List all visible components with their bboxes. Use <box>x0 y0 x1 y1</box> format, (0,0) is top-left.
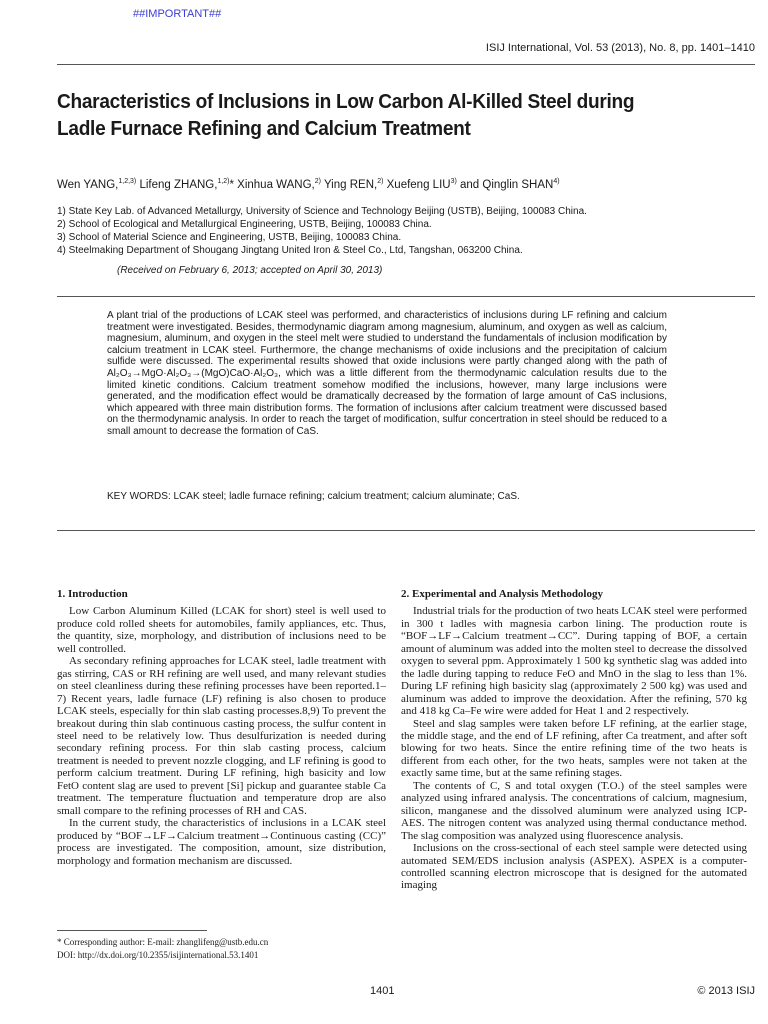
abstract-top-rule <box>57 296 755 297</box>
author-affil: 2) <box>314 178 321 185</box>
copyright: © 2013 ISIJ <box>697 985 755 997</box>
abstract: A plant trial of the productions of LCAK steel was performed, and characteristics of inclusions during LF refining and calcium treatment were investigated. Besides, thermodynamic diagram among magnesium, aluminum, and oxygen as well as calcium, magnesium, aluminum, and oxygen in the steel melt were studied to understand the fundamentals of inclusion modification by calcium treatment in LCAK steel. Furthermore, the change mechanisms of oxide inclusions and the precipitation of calcium sulfide were discussed. The experimental results showed that oxide inclusions were partly changed along with the path of Al₂O₃→MgO·Al₂O₃→(MgO)CaO·Al₂O₃, which was a little different from the thermodynamic calculation results due to the limited kinetic conditions. Calcium treatment somehow modified the inclusions, however, many large inclusions were generated, and the modification effect would be dramatically decreased by the formation of large amount of CaS inclusions, which appeared with three main distribution forms. The formation of inclusions after calcium treatment were discussed based on the thermodynamic analysis. In order to reach the target of modification, sulfur concertration in steel should be reduced to a small amount to decrease the formation of CaS. <box>107 310 667 437</box>
author-affil: 2) <box>377 178 384 185</box>
author-name: Xuefeng LIU <box>383 178 451 191</box>
author-name: and Qinglin SHAN <box>456 178 554 191</box>
doi-link[interactable]: DOI: http://dx.doi.org/10.2355/isijinternational.53.1401 <box>57 950 259 960</box>
author-list <box>57 178 560 191</box>
affiliation-1: 1) State Key Lab. of Advanced Metallurgy, University of Science and Technology Beijing (USTB), Beijing, 100083 China. <box>57 206 587 217</box>
paragraph: Low Carbon Aluminum Killed (LCAK for short) steel is well used to produce cold rolled sheets for automobiles, family appliances, etc. Thus, the quantity, size, morphology, and distribution of inclusions need to be well controlled. <box>57 605 386 655</box>
journal-citation: ISIJ International, Vol. 53 (2013), No. 8, pp. 1401–1410 <box>485 42 755 54</box>
paragraph: Inclusions on the cross-sectional of each steel sample were detected using automated SEM/EDS inclusion analysis (ASPEX). ASPEX is a computer-controlled scanning electron microscope that is designed for the automated imaging <box>401 842 747 892</box>
author-name: Lifeng ZHANG, <box>136 178 218 191</box>
author-affil: 4) <box>553 178 560 185</box>
methods-section <box>401 588 747 892</box>
abstract-bottom-rule <box>57 530 755 531</box>
author-affil: 1,2) <box>217 178 230 185</box>
paragraph: Industrial trials for the production of two heats LCAK steel were performed in 300 t ladles with magnesia carbon lining. The production route is “BOF→LF→Calcium treatment→CC”. During tapping of BOF, a certain amount of aluminum was added into the molten steel to decrease the dissolved oxygen to several ppm. Approximately 1 500 kg synthetic slag was added into the ladle during tapping to reduce FeO and MnO in the slag to less than 1%. During LF refining high basicity slag (approximately 2 500 kg) was used and aluminum was added to improve the deoxidation. After the refining, 570 kg and 418 kg Ca–Fe wire were added for Heat 1 and 2 respectively. <box>401 605 747 718</box>
corresponding-author: * Corresponding author: E-mail: zhanglifeng@ustb.edu.cn <box>57 937 269 947</box>
author-name: Wen YANG, <box>57 178 119 191</box>
section-heading: 1. Introduction <box>57 588 128 600</box>
received-dates: (Received on February 6, 2013; accepted on April 30, 2013) <box>117 265 383 276</box>
author-name: Ying REN, <box>320 178 378 191</box>
author-affil: 1,2,3) <box>118 178 137 185</box>
header-rule <box>57 64 755 65</box>
affiliation-4: 4) Steelmaking Department of Shougang Jingtang United Iron & Steel Co., Ltd, Tangshan, 063200 China. <box>57 245 523 256</box>
page-number: 1401 <box>370 985 395 997</box>
author-affil: 3) <box>450 178 457 185</box>
affiliation-2: 2) School of Ecological and Metallurgical Engineering, USTB, Beijing, 100083 China. <box>57 219 432 230</box>
title-line-2: Ladle Furnace Refining and Calcium Treatment <box>57 117 471 140</box>
footnote-rule <box>57 930 207 931</box>
introduction-section <box>57 588 386 867</box>
paragraph: As secondary refining approaches for LCAK steel, ladle treatment with gas stirring, CAS or RH refining are well used, and many relevant studies on steel cleanliness during these refining processes have been reported.1–7) Recent years, ladle furnace (LF) refining is also chosen to produce LCAK steels, especially for thin slab casting processes.8,9) To prevent the breakout during thin slab continuous casting process, the sulfur content in steel need to be relatively low. Thus desulfurization is needed during secondary refining process. For thin slab casting process, calcium treatment is needed to prevent nozzle clogging, and LF refining is good to perform calcium treatment. During LF refining, high basicity and low FetO content slag are used to prevent [Si] pickup and guarantee stable Ca treatment. The temperature fluctuation and temperature drop are also small compare to the refining processes of RH and CAS. <box>57 655 386 817</box>
title-line-1: Characteristics of Inclusions in Low Carbon Al-Killed Steel during <box>57 90 635 113</box>
affiliation-3: 3) School of Material Science and Engineering, USTB, Beijing, 100083 China. <box>57 232 402 243</box>
section-heading: 2. Experimental and Analysis Methodology <box>401 588 603 600</box>
keywords: KEY WORDS: LCAK steel; ladle furnace refining; calcium treatment; calcium aluminate; CaS. <box>107 491 520 502</box>
paper-title <box>57 88 699 142</box>
important-tag: ##IMPORTANT## <box>133 8 222 20</box>
paragraph: In the current study, the characteristics of inclusions in a LCAK steel produced by “BOF→LF→Calcium treatment→Continuous casting (CC)” process are investigated. The composition, amount, size distribution, morphology and formation mechanism are discussed. <box>57 817 386 867</box>
author-name: * Xinhua WANG, <box>229 178 315 191</box>
paragraph: The contents of C, S and total oxygen (T.O.) of the steel samples were analyzed using infrared analysis. The concentrations of calcium, magnesium, silicon, manganese and the dissolved aluminum were analyzed using ICP-AES. The nitrogen content was analyzed using thermal conductance method. The slag composition was analyzed using fluorescence analysis. <box>401 779 747 842</box>
paragraph: Steel and slag samples were taken before LF refining, at the earlier stage, the middle stage, and the end of LF refining, after Ca treatment, and after soft blowing for two heats. Since the entire refining time of the two heats is different from each other, for the two heats, samples were not taken at the exactly same time, but at the same refining stages. <box>401 717 747 780</box>
